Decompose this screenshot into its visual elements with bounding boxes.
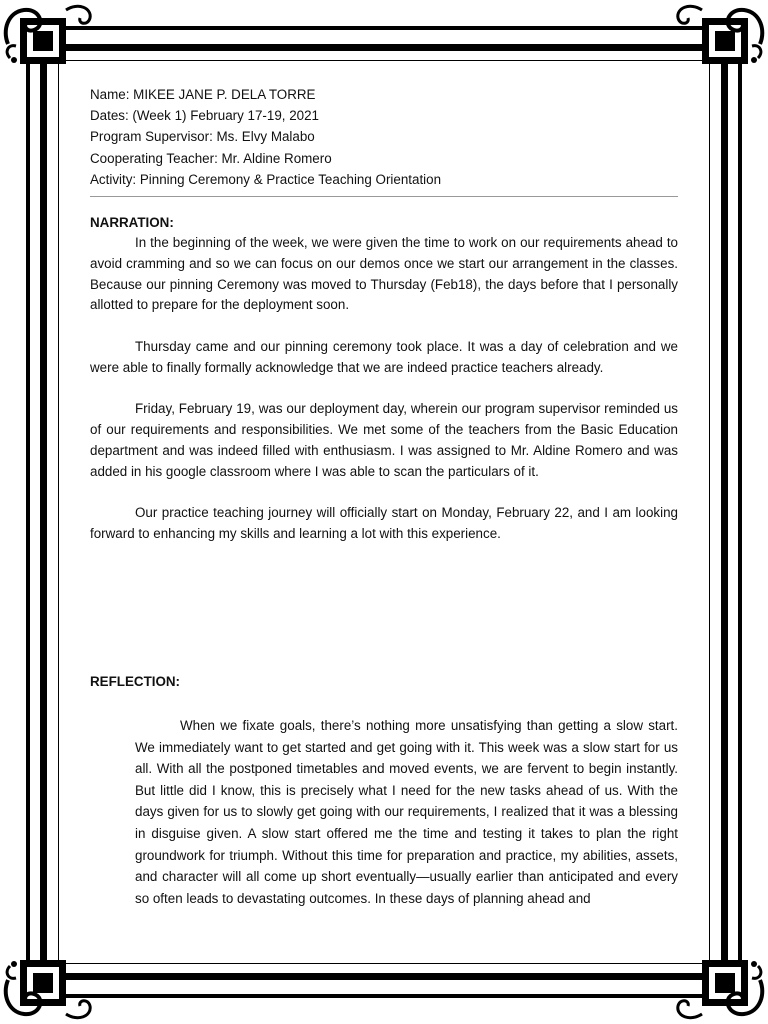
narration-paragraph: Thursday came and our pinning ceremony took place. It was a day of celebration and we were able to finally formally acknowledge that we are indeed practice teachers already.	[90, 339, 678, 375]
narration-paragraph: Our practice teaching journey will officially start on Monday, February 22, and I am looking forward to enhancing my skills and learning a lot with this experience.	[90, 505, 678, 542]
corner-ornament-icon	[672, 954, 768, 1024]
narration-paragraph: In the beginning of the week, we were given the time to work on our requirements ahead to avoid cramming and so we can focus on our demos once we start our arrangement in the classes. Because our pinning Ceremony was moved to Thursday (Feb18), the days before that I personally allotted to prepare for the deployment soon.	[90, 235, 678, 313]
corner-ornament-icon	[0, 954, 96, 1024]
narration-heading: NARRATION:	[90, 215, 174, 231]
reflection-paragraph: When we fixate goals, there’s nothing more unsatisfying than getting a slow start. We immediately want to get started and get going with it. This week was a slow start for us all. With all the postponed timetables and moved events, we are fervent to begin instantly. But little did I know, this is precisely what I need for the new tasks ahead of us. With the days given for us to slowly get going with our requirements, I realized that it was a blessing in disguise given. A slow start offered me the time and testing it takes to plan the right groundwork for triumph. Without this time for preparation and practice, my abilities, assets, and character will all come up short eventually—usually earlier than anticipated and every so often leads to devastating outcomes. In these days of planning ahead and	[135, 718, 678, 906]
activity-line: Activity: Pinning Ceremony & Practice Teaching Orientation	[90, 171, 442, 187]
name-line: Name: MIKEE JANE P. DELA TORRE	[90, 87, 316, 102]
document-body	[90, 84, 678, 906]
corner-ornament-icon	[0, 0, 96, 70]
corner-ornament-icon	[672, 0, 768, 70]
reflection-heading: REFLECTION:	[90, 674, 181, 689]
cooperating-teacher-line: Cooperating Teacher: Mr. Aldine Romero	[90, 150, 332, 166]
narration-paragraph: Friday, February 19, was our deployment day, wherein our program supervisor reminded us of our requirements and responsibilities. We met some of the teachers from the Basic Education department and was indeed filled with enthusiasm. I was assigned to Mr. Aldine Romero and was added in his google classroom where I was able to scan the particulars of it.	[90, 401, 678, 479]
header-divider	[90, 196, 678, 197]
dates-line: Dates: (Week 1) February 17-19, 2021	[90, 108, 319, 124]
supervisor-line: Program Supervisor: Ms. Elvy Malabo	[90, 129, 315, 145]
